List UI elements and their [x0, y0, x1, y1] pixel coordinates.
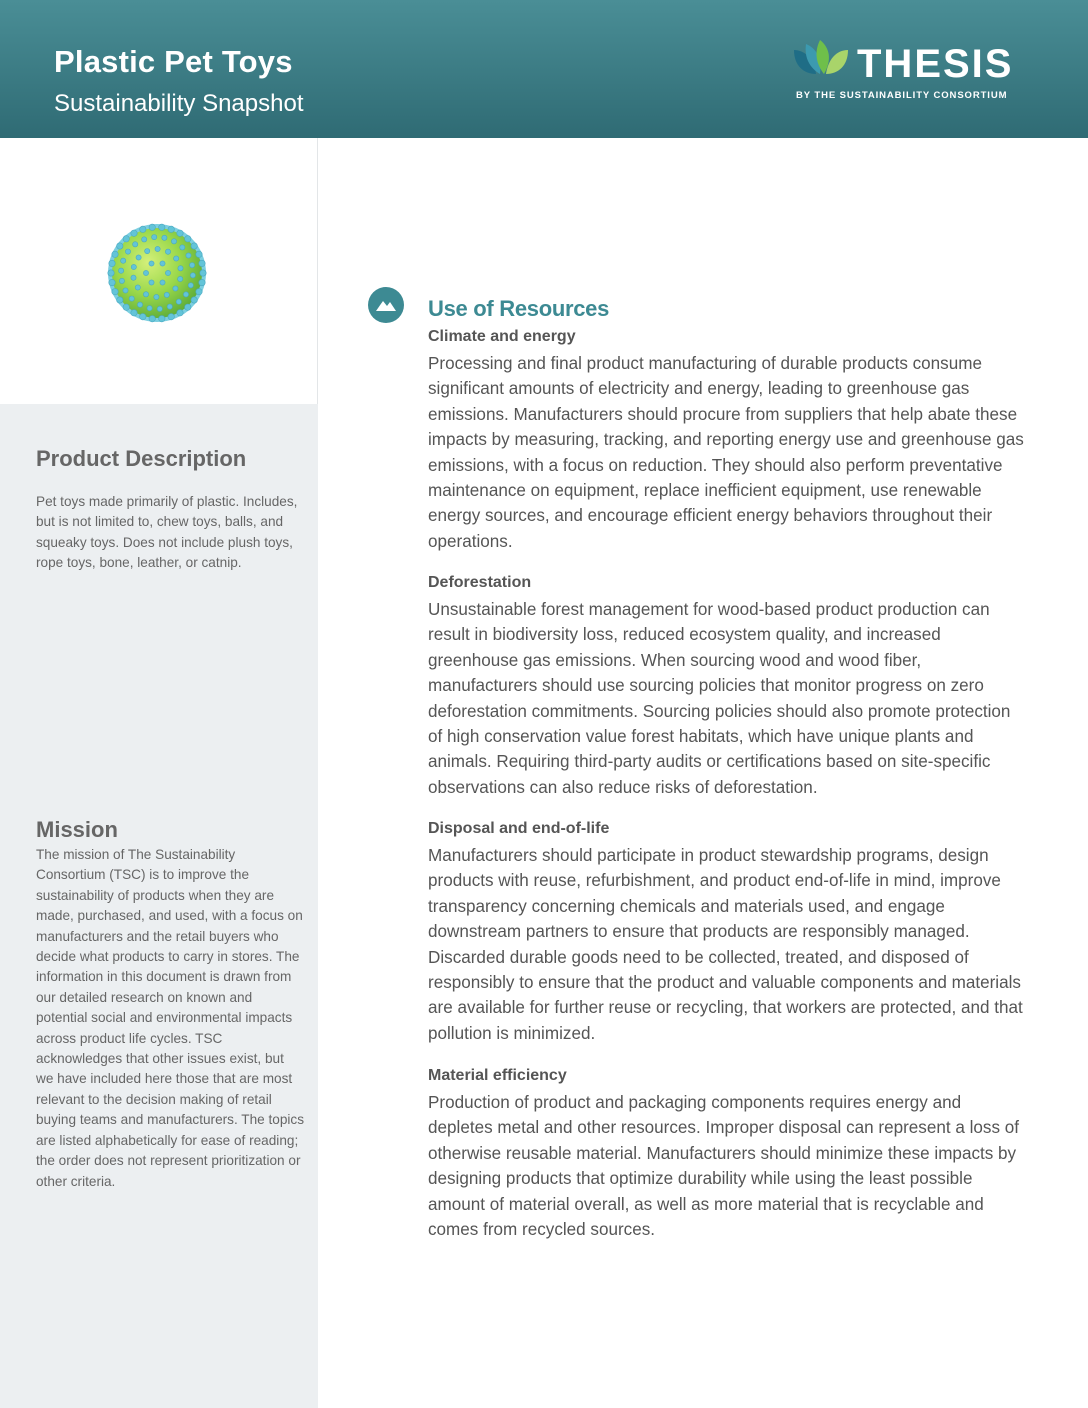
topic-climate-energy [428, 327, 1028, 554]
page-title: Plastic Pet Toys [54, 44, 293, 79]
topic-title: Disposal and end-of-life [428, 820, 610, 837]
topic-body: Production of product and packaging components requires energy and depletes metal and other resources. Improper disposal can represent a loss of otherwise reusable material. Manufacturers should minimize these impacts by designing products that optimize durability while using the least possible amount of material overall, as well as more material that is recyclable and comes from recycled sources. [428, 1093, 1020, 1240]
topic-title: Deforestation [428, 574, 532, 591]
logo-brand-text: THESIS [857, 42, 1014, 86]
topic-title: Climate and energy [428, 328, 576, 345]
section-title: Use of Resources [428, 296, 610, 321]
topic-disposal-end-of-life [428, 819, 1028, 1046]
logo-tagline: BY THE SUSTAINABILITY CONSORTIUM [796, 90, 1008, 101]
topic-body: Processing and final product manufacturing of durable products consume significant amounts of electricity and energy, leading to greenhouse gas emissions. Manufacturers should procure from suppliers that help abate these impacts by measuring, tracking, and reporting energy use and greenhouse gas emissions, with a focus on reduction. They should also perform preventative maintenance on equipment, replace inefficient equipment, use renewable energy sources, and encourage efficient energy behaviors throughout their operations. [428, 354, 1024, 551]
page-subtitle: Sustainability Snapshot [54, 90, 304, 117]
topic-body: Manufacturers should participate in product stewardship programs, design products with reuse, refurbishment, and product end-of-life in mind, improve transparency concerning chemicals and materials used, and engage downstream partners to ensure that products are responsibly managed. Discarded durable goods need to be collected, treated, and disposed of responsibly to ensure that the product and valuable components and materials are available for further reuse or recycling, that workers are protected, and that pollution is minimized. [428, 846, 1023, 1043]
topic-body: Unsustainable forest management for wood-based product production can result in biodiversity loss, reduced ecosystem quality, and increased greenhouse gas emissions. When sourcing wood and wood fiber, manufacturers should use sourcing policies that monitor progress on zero deforestation commitments. Sourcing policies should also promote protection of high conservation value forest habitats, which have unique plants and animals. Requiring third-party audits or certifications based on site-specific observations can also reduce risks of deforestation. [428, 600, 1011, 797]
spiky-ball-icon [98, 214, 216, 332]
topic-deforestation [428, 573, 1028, 800]
topic-title: Material efficiency [428, 1067, 567, 1084]
section-icon [368, 287, 404, 323]
thesis-logo [790, 36, 1030, 106]
mission-text: The mission of The Sustainability Consortium (TSC) is to improve the sustainability of products when they are made, purchased, and used, with a focus on manufacturers and the retail buyers who decide what products to carry in stores. The information in this document is drawn from our detailed research on known and potential social and environmental impacts across product life cycles. TSC acknowledges that other issues exist, but we have included here those that are most relevant to the decision making of retail buying teams and manufacturers. The topics are listed alphabetically for ease of reading; the order does not represent prioritization or other criteria. [36, 847, 304, 1189]
mountain-icon [368, 287, 404, 323]
product-description-heading: Product Description [36, 446, 247, 471]
panel-divider [317, 138, 318, 404]
mission-heading: Mission [36, 817, 118, 842]
page-header [0, 0, 1088, 138]
leaf-logo-icon [790, 36, 854, 86]
product-description-text: Pet toys made primarily of plastic. Includes, but is not limited to, chew toys, balls, and squeaky toys. Does not include plush toys, rope toys, bone, leather, or catnip. [36, 494, 298, 571]
product-image [98, 214, 216, 332]
topic-material-efficiency [428, 1066, 1028, 1242]
